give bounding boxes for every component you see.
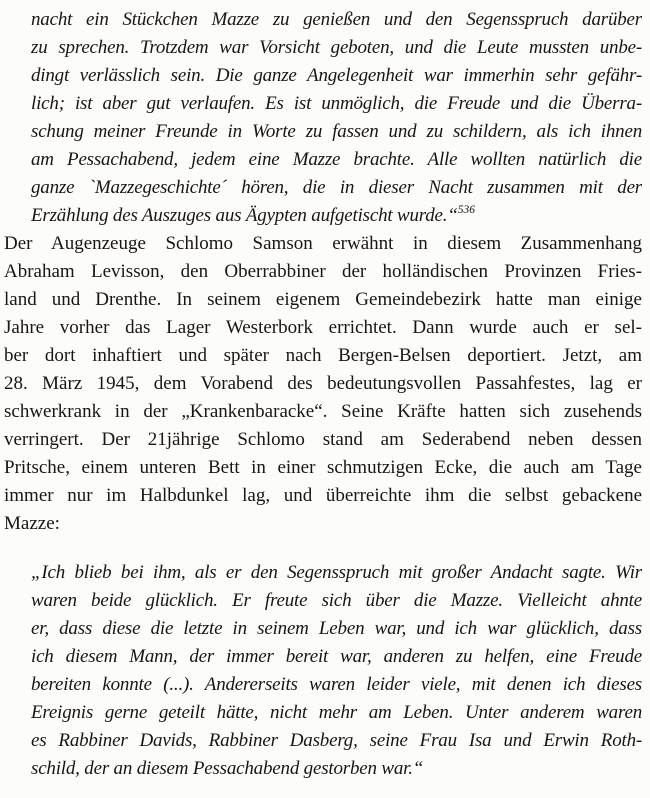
quote-bottom [4, 559, 642, 783]
text-line: Der Augenzeuge Schlomo Samson erwähnt in diesem Zusammenhang [4, 233, 642, 254]
text-line: schwerkrank in der „Krankenbaracke“. Seine Kräfte hatten sich zusehends [4, 401, 642, 422]
text-line: dingt verlässlich sein. Die ganze Angelegenheit war immerhin sehr gefähr- [31, 65, 642, 86]
body-paragraph [4, 230, 642, 538]
text-line: „Ich blieb bei ihm, als er den Segensspruch mit großer Andacht sagte. Wir [31, 562, 642, 583]
text-line: nacht ein Stückchen Mazze zu genießen und den Segensspruch darüber [31, 9, 642, 30]
text-line: waren beide glücklich. Er freute sich über die Mazze. Vielleicht ahnte [31, 590, 642, 611]
text-line: schung meiner Freunde in Worte zu fassen und zu schildern, als ich ihnen [31, 121, 642, 142]
text-line: Ereignis gerne geteilt hätte, nicht mehr am Leben. Unter anderem waren [31, 702, 642, 723]
text-line: immer nur im Halbdunkel lag, und überreichte ihm die selbst gebackene [4, 485, 642, 506]
text-line: Abraham Levisson, den Oberrabbiner der holländischen Provinzen Fries- [4, 261, 642, 282]
text-line: er, dass diese die letzte in seinem Leben war, und ich war glücklich, dass [31, 618, 642, 639]
quote-closing-text: Erzählung des Auszuges aus Ägypten aufgetischt wurde.“ [31, 205, 458, 226]
text-line: 28. März 1945, dem Vorabend des bedeutungsvollen Passahfestes, lag er [4, 373, 642, 394]
text-line: ich diesem Mann, der immer bereit war, anderen zu helfen, eine Freude [31, 646, 642, 667]
text-line: Jahre vorher das Lager Westerbork errichtet. Dann wurde auch er sel- [4, 317, 642, 338]
quote-top [4, 6, 642, 230]
footnote-marker: 536 [457, 203, 475, 216]
text-line: schild, der an diesem Pessachabend gestorben war.“ [31, 758, 424, 779]
text-line: land und Drenthe. In seinem eigenem Gemeindebezirk hatte man einige [4, 289, 642, 310]
text-line: Pritsche, einem unteren Bett in einer schmutzigen Ecke, die auch am Tage [4, 457, 642, 478]
text-line: am Pessachabend, jedem eine Mazze brachte. Alle wollten natürlich die [31, 149, 642, 170]
text-line: bereiten konnte (...). Andererseits waren leider viele, mit denen ich dieses [31, 674, 642, 695]
text-line: verringert. Der 21jährige Schlomo stand am Sederabend neben dessen [4, 429, 642, 450]
text-line [31, 202, 642, 230]
text-line: Mazze: [4, 513, 60, 534]
text-line: lich; ist aber gut verlaufen. Es ist unmöglich, die Freude und die Überra- [31, 93, 642, 114]
text-line: zu sprechen. Trotzdem war Vorsicht geboten, und die Leute mussten unbe- [31, 37, 642, 58]
text-line: es Rabbiner Davids, Rabbiner Dasberg, seine Frau Isa und Erwin Roth- [31, 730, 642, 751]
text-line: ganze `Mazzegeschichte´ hören, die in dieser Nacht zusammen mit der [31, 177, 642, 198]
text-line: ber dort inhaftiert und später nach Bergen-Belsen deportiert. Jetzt, am [4, 345, 642, 366]
